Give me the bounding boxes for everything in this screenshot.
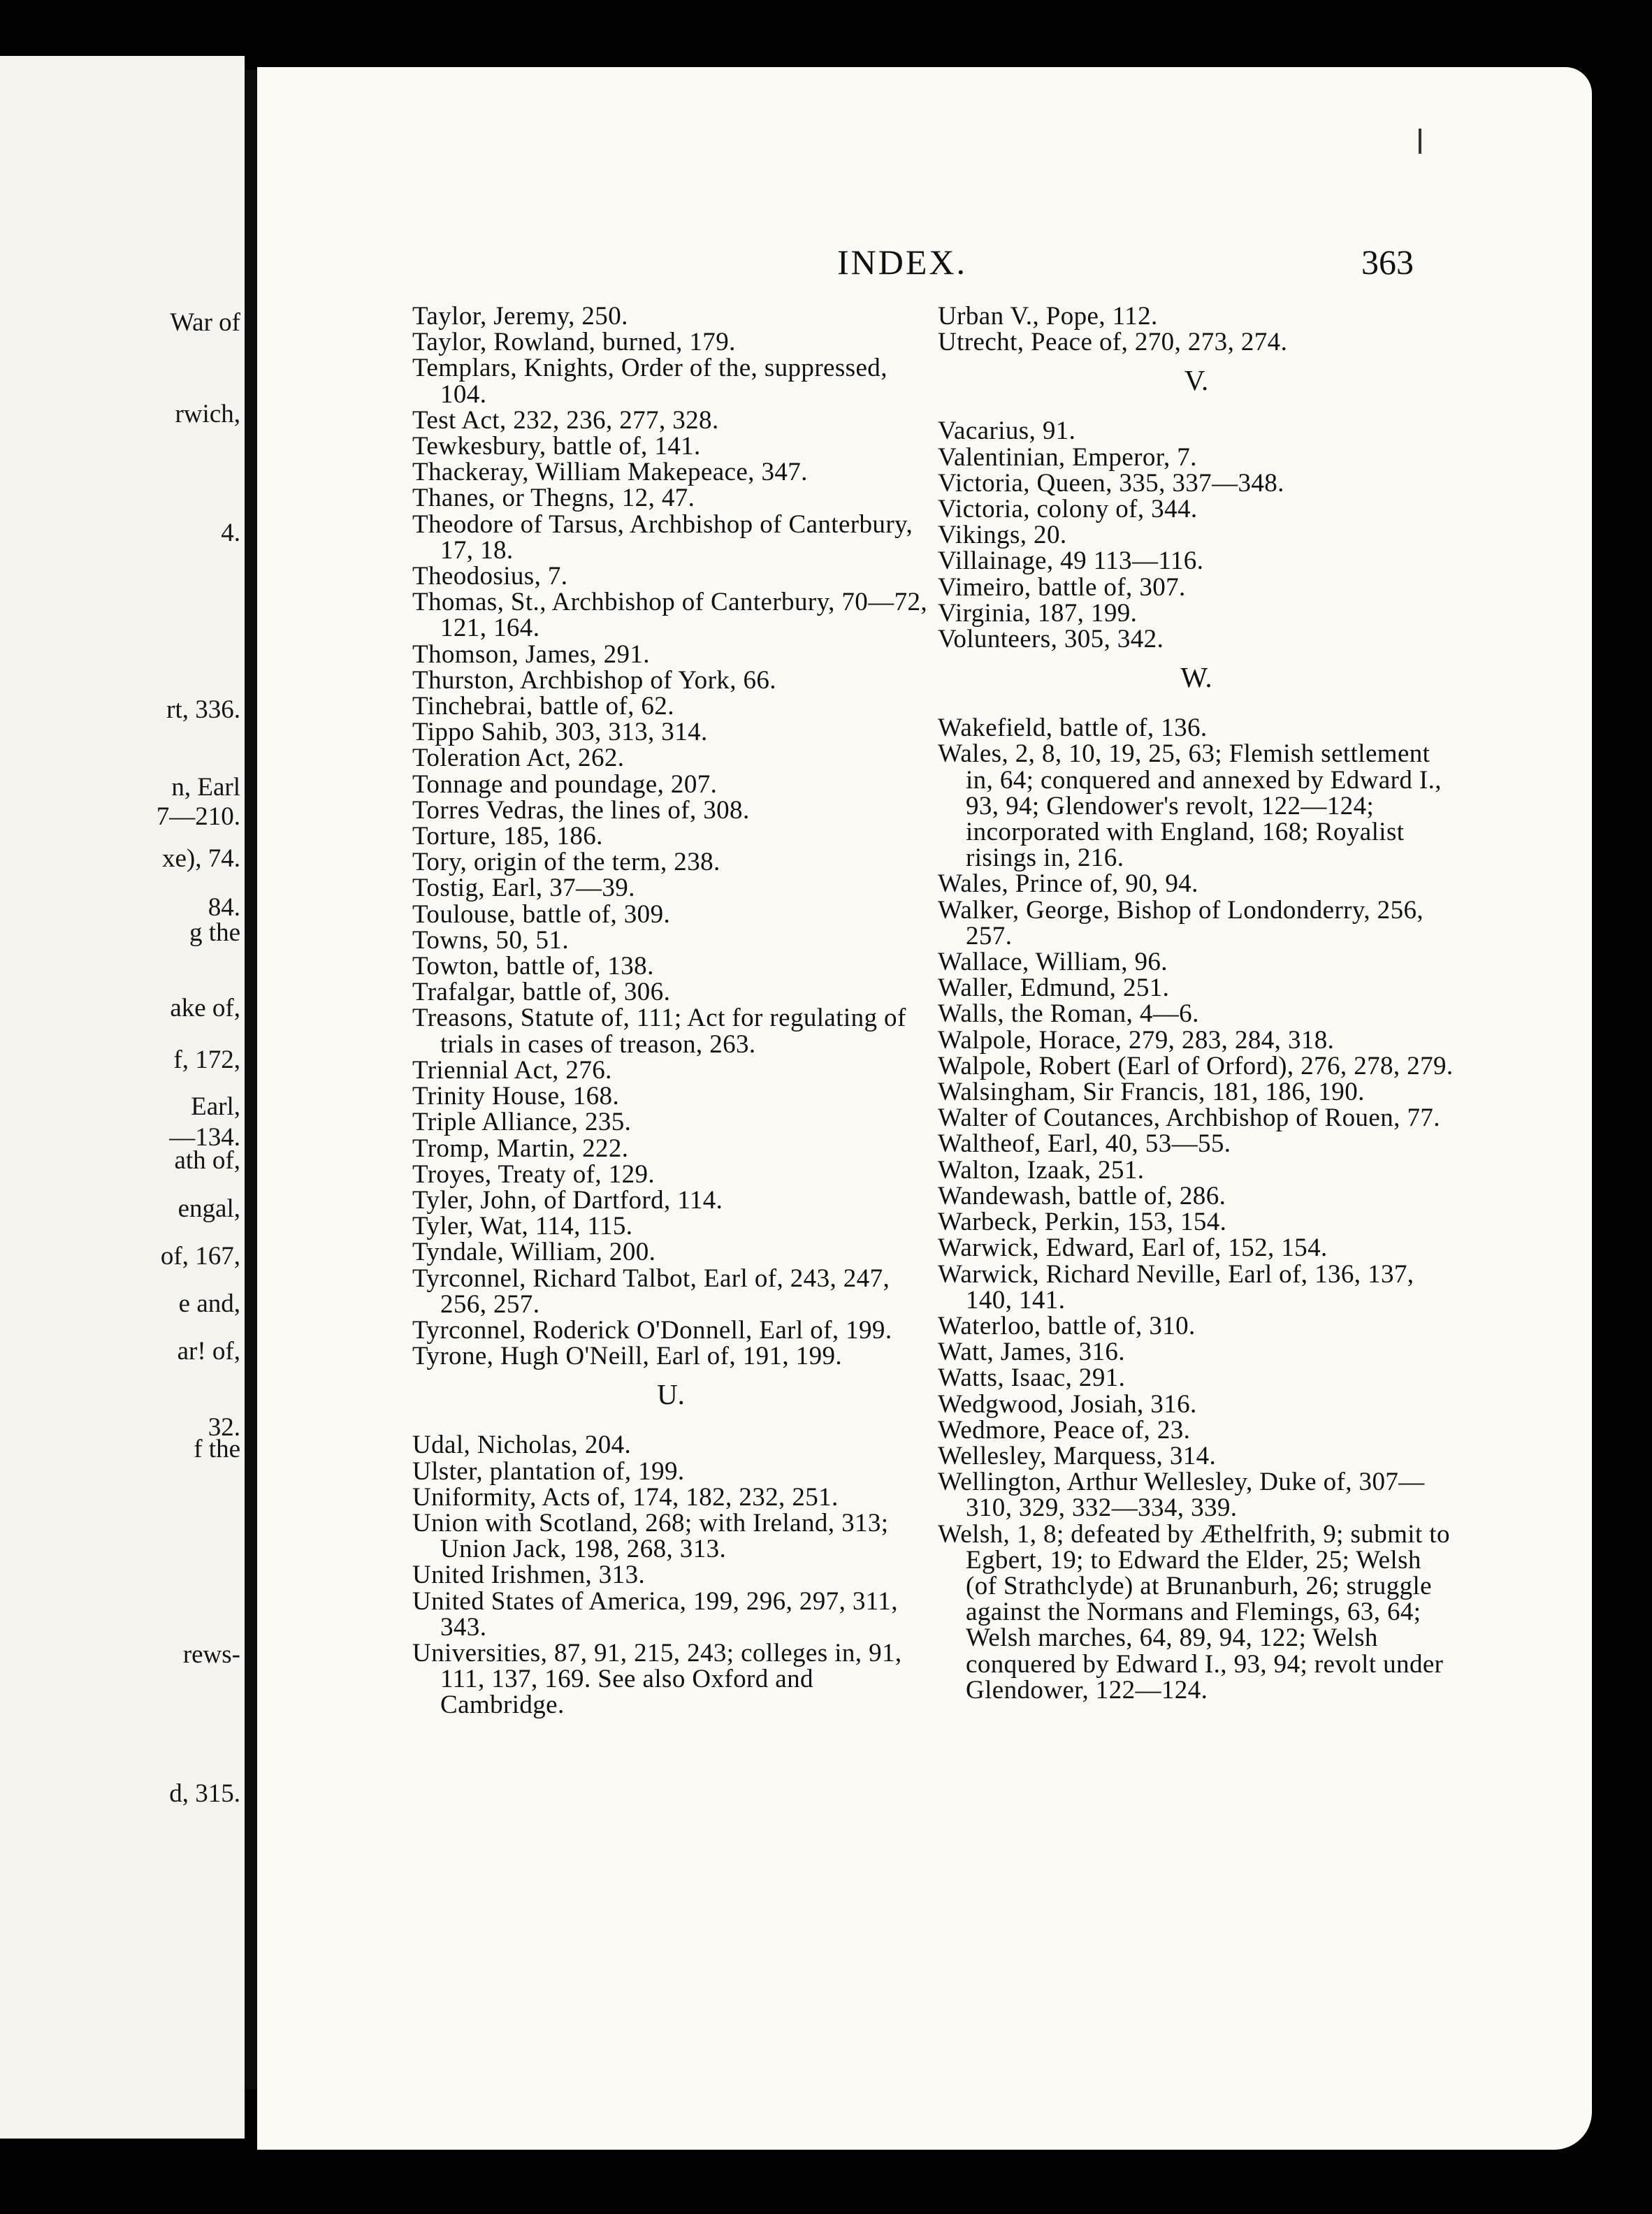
left-page-fragment <box>0 56 245 2139</box>
left-page-text-fragment: e and, <box>178 1289 240 1318</box>
left-page-text-fragment: 4. <box>221 519 240 547</box>
left-page-text-fragment: ar! of, <box>177 1337 240 1366</box>
index-entry: Taylor, Rowland, burned, 179. <box>412 328 736 357</box>
index-entry: Walsingham, Sir Francis, 181, 186, 190. <box>938 1078 1365 1107</box>
left-page-text-fragment: d, 315. <box>169 1779 240 1808</box>
index-entry: Tyndale, William, 200. <box>412 1238 656 1267</box>
index-entry: Wedmore, Peace of, 23. <box>938 1415 1191 1445</box>
index-entry: Tippo Sahib, 303, 313, 314. <box>412 718 708 747</box>
index-entry: United States of America, 199, 296, 297, 311, 343. <box>412 1586 898 1642</box>
index-entry: Thomas, St., Archbishop of Canterbury, 70—72, 121, 164. <box>412 588 928 643</box>
left-page-text-fragment: of, 167, <box>160 1242 240 1271</box>
index-column-right <box>938 303 1455 1703</box>
left-page-text-fragment: rwich, <box>175 400 240 428</box>
index-entry: Wellesley, Marquess, 314. <box>938 1441 1217 1470</box>
index-entry: Trafalgar, battle of, 306. <box>412 978 671 1007</box>
index-entry: Victoria, Queen, 335, 337—348. <box>938 468 1284 498</box>
index-entry: Welsh, 1, 8; defeated by Æthelfrith, 9; submit to Egbert, 19; to Edward the Elder, 25; Welsh (of Strathclyde) at Brunanburh, 26; struggle against the Normans and Flemings, 63, 64; Welsh marches, 64, 89, 94, 122; Welsh conquered by Edward I., 93, 94; revolt under Glendower, 122—124. <box>938 1519 1450 1705</box>
index-entry: Tewkesbury, battle of, 141. <box>412 432 701 461</box>
left-page-text-fragment: xe), 74. <box>162 844 240 873</box>
index-entry: Tonnage and poundage, 207. <box>412 769 718 799</box>
left-page-text-fragment: —134. <box>169 1123 240 1152</box>
book-gutter <box>245 70 257 2090</box>
left-page-text-fragment: 84. <box>208 893 240 922</box>
left-page-text-fragment: 7—210. <box>156 802 240 831</box>
index-entry: Watt, James, 316. <box>938 1338 1125 1367</box>
left-page-text-fragment: f the <box>194 1435 240 1463</box>
index-entry: Templars, Knights, Order of the, suppressed, 104. <box>412 354 887 409</box>
index-entry: Watts, Isaac, 291. <box>938 1363 1126 1393</box>
index-entry: Tyler, John, of Dartford, 114. <box>412 1185 723 1215</box>
index-page <box>257 67 1592 2150</box>
index-entry: Urban V., Pope, 112. <box>938 302 1158 331</box>
index-entry: Valentinian, Emperor, 7. <box>938 442 1197 472</box>
page-header <box>257 242 1592 291</box>
index-entry: Ulster, plantation of, 199. <box>412 1456 685 1486</box>
index-entry: Virginia, 187, 199. <box>938 598 1138 628</box>
left-page-text-fragment: n, Earl <box>171 773 240 802</box>
index-entry: Universities, 87, 91, 215, 243; colleges in, 91, 111, 137, 169. See also Oxford and Cambridge. <box>412 1638 902 1720</box>
index-entry: Tory, origin of the term, 238. <box>412 848 720 877</box>
index-entry: Wakefield, battle of, 136. <box>938 714 1208 743</box>
index-entry: Victoria, colony of, 344. <box>938 495 1198 524</box>
index-entry: Thackeray, William Makepeace, 347. <box>412 458 808 487</box>
left-page-text-fragment: g the <box>189 918 240 947</box>
index-entry: Vacarius, 91. <box>938 417 1076 446</box>
index-entry: Union with Scotland, 268; with Ireland, 313; Union Jack, 198, 268, 313. <box>412 1508 889 1564</box>
index-entry: United Irishmen, 313. <box>412 1561 646 1590</box>
index-entry: Walpole, Horace, 279, 283, 284, 318. <box>938 1025 1335 1055</box>
index-entry: Waltheof, Earl, 40, 53—55. <box>938 1129 1231 1159</box>
index-entry: Triple Alliance, 235. <box>412 1108 632 1137</box>
left-page-text-fragment: 32. <box>208 1413 240 1442</box>
left-page-text-fragment: engal, <box>177 1194 240 1223</box>
index-entry: Waller, Edmund, 251. <box>938 974 1170 1003</box>
left-page-text-fragment: rt, 336. <box>166 695 240 724</box>
index-entry: Thanes, or Thegns, 12, 47. <box>412 484 695 513</box>
left-page-text-fragment: f, 172, <box>173 1046 240 1074</box>
index-entry: Uniformity, Acts of, 174, 182, 232, 251. <box>412 1482 839 1512</box>
index-entry: Towns, 50, 51. <box>412 925 569 955</box>
index-entry: Towton, battle of, 138. <box>412 952 654 981</box>
index-entry: Walton, Izaak, 251. <box>938 1155 1145 1185</box>
index-entry: Tyrconnel, Richard Talbot, Earl of, 243, 247, 256, 257. <box>412 1264 890 1319</box>
index-entry: Wallace, William, 96. <box>938 948 1168 977</box>
index-entry: Warbeck, Perkin, 153, 154. <box>938 1208 1227 1237</box>
index-entry: Triennial Act, 276. <box>412 1055 612 1085</box>
page-edge-mark <box>1419 129 1421 154</box>
index-entry: Thomson, James, 291. <box>412 639 650 669</box>
index-entry: Walls, the Roman, 4—6. <box>938 999 1199 1029</box>
index-entry: Volunteers, 305, 342. <box>938 625 1164 654</box>
index-entry: Walker, George, Bishop of Londonderry, 256, 257. <box>938 895 1424 950</box>
left-page-text-fragment: Earl, <box>191 1092 240 1121</box>
index-entry: Torture, 185, 186. <box>412 822 603 851</box>
left-page-text-fragment: War of <box>170 308 240 337</box>
index-entry: Theodosius, 7. <box>412 562 568 591</box>
index-entry: Theodore of Tarsus, Archbishop of Canterbury, 17, 18. <box>412 509 913 565</box>
index-entry: Utrecht, Peace of, 270, 273, 274. <box>938 328 1288 357</box>
index-entry: Warwick, Richard Neville, Earl of, 136, 137, 140, 141. <box>938 1259 1414 1315</box>
index-entry: Tyrone, Hugh O'Neill, Earl of, 191, 199. <box>412 1342 843 1371</box>
index-entry: Vimeiro, battle of, 307. <box>938 572 1186 602</box>
section-letter-heading: V. <box>1184 364 1209 397</box>
index-entry: Thurston, Archbishop of York, 66. <box>412 665 776 695</box>
index-entry: Troyes, Treaty of, 129. <box>412 1159 655 1189</box>
index-entry: Wedgwood, Josiah, 316. <box>938 1389 1197 1419</box>
index-entry: Tyler, Wat, 114, 115. <box>412 1212 633 1241</box>
index-entry: Tostig, Earl, 37—39. <box>412 874 635 903</box>
section-letter-heading: W. <box>1180 661 1212 694</box>
index-entry: Test Act, 232, 236, 277, 328. <box>412 405 719 435</box>
page-number: 363 <box>1361 243 1414 282</box>
index-entry: Wellington, Arthur Wellesley, Duke of, 307—310, 329, 332—334, 339. <box>938 1468 1425 1523</box>
left-page-text-fragment: ath of, <box>174 1146 240 1175</box>
index-entry: Taylor, Jeremy, 250. <box>412 302 628 331</box>
left-page-text-fragment: ake of, <box>170 994 240 1022</box>
index-entry: Torres Vedras, the lines of, 308. <box>412 795 750 825</box>
index-entry: Tinchebrai, battle of, 62. <box>412 692 674 721</box>
index-entry: Waterloo, battle of, 310. <box>938 1311 1196 1340</box>
section-letter-heading: U. <box>657 1378 685 1411</box>
index-column-left <box>412 303 929 1719</box>
index-entry: Wales, Prince of, 90, 94. <box>938 869 1198 899</box>
page-title: INDEX. <box>837 243 968 282</box>
index-entry: Walpole, Robert (Earl of Orford), 276, 278, 279. <box>938 1051 1454 1080</box>
left-page-text-fragment: rews- <box>182 1640 240 1669</box>
index-entry: Vikings, 20. <box>938 521 1067 550</box>
index-entry: Trinity House, 168. <box>412 1082 620 1111</box>
index-entry: Toleration Act, 262. <box>412 744 625 773</box>
index-entry: Treasons, Statute of, 111; Act for regulating of trials in cases of treason, 263. <box>412 1004 906 1059</box>
index-entry: Tromp, Martin, 222. <box>412 1134 629 1163</box>
index-entry: Walter of Coutances, Archbishop of Rouen, 77. <box>938 1104 1440 1133</box>
index-entry: Toulouse, battle of, 309. <box>412 899 671 929</box>
index-entry: Warwick, Edward, Earl of, 152, 154. <box>938 1233 1328 1263</box>
index-entry: Wandewash, battle of, 286. <box>938 1181 1226 1210</box>
index-entry: Wales, 2, 8, 10, 19, 25, 63; Flemish settlement in, 64; conquered and annexed by Edward I., 93, 94; Glendower's revolt, 122—124; incorporated with England, 168; Royalist risings in, 216. <box>938 739 1442 873</box>
index-entry: Udal, Nicholas, 204. <box>412 1431 632 1460</box>
index-entry: Villainage, 49 113—116. <box>938 547 1204 576</box>
index-entry: Tyrconnel, Roderick O'Donnell, Earl of, 199. <box>412 1315 892 1345</box>
